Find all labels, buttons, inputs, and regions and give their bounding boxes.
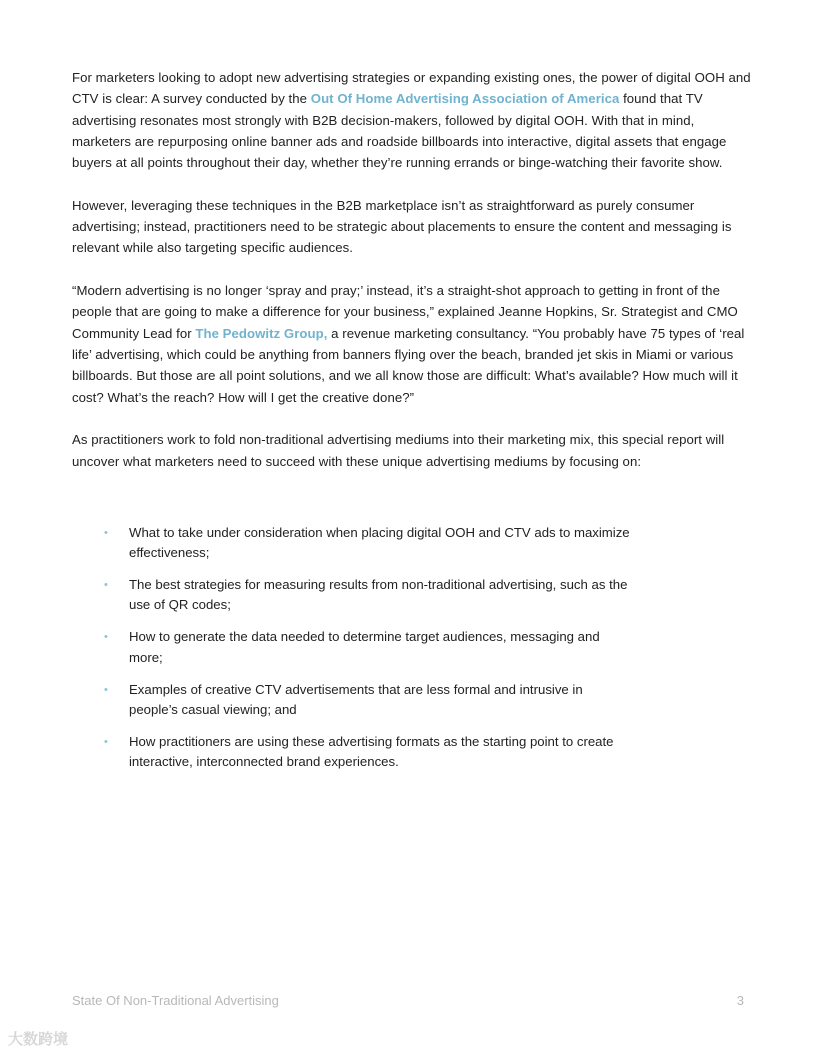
bullet-icon: •: [104, 735, 108, 748]
pedowitz-group-link[interactable]: The Pedowitz Group,: [195, 325, 328, 341]
list-item-text: How to generate the data needed to determine target audiences, messaging and more;: [129, 629, 600, 665]
page-number: 3: [736, 993, 744, 1008]
list-item: [104, 732, 634, 773]
bullet-icon: •: [104, 631, 108, 644]
list-item-text: How practitioners are using these advertising formats as the starting point to create interactive, interconnected brand experiences.: [129, 733, 614, 770]
quote-paragraph: [72, 280, 756, 408]
bullet-icon: •: [104, 527, 108, 539]
article-body: [72, 67, 756, 493]
list-item: [104, 523, 634, 564]
focus-list: [104, 523, 634, 784]
list-item: [104, 575, 634, 616]
quote-text-after: a revenue marketing consultancy. “You probably have 75 types of ‘real life’ advertising, which could be anything from banners flying over the beach, branded jet skis in Miami or various billboards. But those are all point solutions, and we all know those are difficult: What’s available? How much will it cost? What’s the reach? How will I get the creative done?”: [72, 325, 745, 405]
ooh-association-link[interactable]: Out Of Home Advertising Association of America: [310, 91, 620, 107]
footer-report-title: State Of Non-Traditional Advertising: [72, 993, 279, 1008]
quote-text-before: “Modern advertising is no longer ‘spray and pray;’ instead, it’s a straight-shot approach to getting in front of the people that are going to make a difference for your business,” explained Jeanne Hopkins, Sr. Strategist and CMO Community Lead for: [72, 283, 738, 341]
list-item-text: What to take under consideration when placing digital OOH and CTV ads to maximize effectiveness;: [129, 525, 630, 561]
report-focus-paragraph: As practitioners work to fold non-traditional advertising mediums into their marketing mix, this special report will uncover what marketers need to succeed with these unique advertising mediums by focusing on:: [72, 432, 725, 469]
intro-text-after: found that TV advertising resonates most strongly with B2B decision-makers, followed by digital OOH. With that in mind, marketers are repurposing online banner ads and roadside billboards into interactive, digital assets that engage buyers at all points throughout their day, whether they’re running errands or binge-watching their favorite show.: [72, 91, 727, 171]
list-item: [104, 680, 634, 721]
bullet-icon: •: [104, 683, 108, 696]
intro-paragraph: [72, 67, 756, 173]
list-item-text: Examples of creative CTV advertisements that are less formal and intrusive in people’s casual viewing; and: [129, 681, 583, 717]
list-item: [104, 627, 634, 668]
bullet-icon: •: [104, 579, 108, 592]
b2b-paragraph: However, leveraging these techniques in the B2B marketplace isn’t as straightforward as purely consumer advertising; instead, practitioners need to be strategic about placements to ensure the content and messaging is relevant while also targeting specific audiences.: [72, 197, 732, 256]
intro-text-before: For marketers looking to adopt new advertising strategies or expanding existing ones, the power of digital OOH and CTV is clear: A survey conducted by the: [72, 70, 751, 107]
watermark-logo: 大数跨境: [8, 1030, 69, 1048]
list-item-text: The best strategies for measuring results from non-traditional advertising, such as the use of QR codes;: [129, 577, 628, 613]
